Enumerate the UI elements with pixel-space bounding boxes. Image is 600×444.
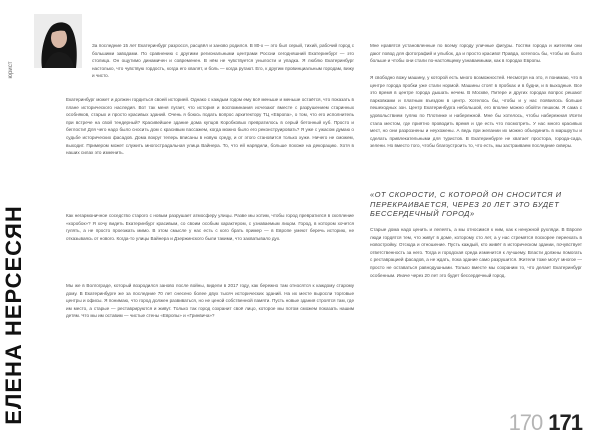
author-role — [4, 50, 18, 90]
left-paragraph-2: Екатеринбург может и должен гордиться своей историей. Однако с каждым годом ему всё меньше и меньше остаётся, что показать в плане исторического наследия. Вот так меня пугает, что история и воспоминания исчезают вместе с разрушением старинных особняков, старых и просто красивых зданий. Очень я боюсь подать вопрос архитектору ТЦ «Европа», о том, что его исполнитель при встрече на свой тендерный? Красивейшее здание дома купцов Коробковых превратилось в серый бетонный куб. Просто и беглости! Для чего надо было сносить дом с красивым пассажем, когда можно было его реконструировать? Я уже с ужасом думаю о судьбе исторических фасадов. Дома вокруг теперь вписаны в новую среду, и от этого становится только хуже. Ничего не сможем, выходит. Примером может служить многострадальная улица Вайнера. То, что ей нарядили, больше похоже на декорацию. Хотя в наших силах это изменить. — [66, 97, 354, 156]
left-paragraph-4: Мы же в Волгограде, который возродился заново после войны, видели в 2017 году, как бережно там относятся к каждому старому дому. В Екатеринбурге же за последние 70 лет снесено более двух тысяч исторических зданий. На их месте выросли торговые центры и офисы. Я понимаю, что город должен развиваться, но не ценой собственной памяти. Пусть новые здания строятся там, где им место, а старые — реставрируются и живут. Только так город сохранит своё лицо, которое мы потом сможем показать нашим детям. Что мы им оставим — чистые стены «Европы» и «Гринвича»? — [66, 283, 354, 319]
page-numbers — [509, 410, 582, 436]
pull-quote: «ОТ СКОРОСТИ, С КОТОРОЙ ОН СНОСИТСЯ И ПЕРЕКРАИВАЕТСЯ, ЧЕРЕЗ 20 ЛЕТ ЭТО БУДЕТ БЕССЕРДЕЧНЫЙ ГОРОД» — [370, 190, 562, 218]
author-name — [0, 190, 28, 440]
right-paragraph-3: Старые дома надо ценить и лелеять, а мы относимся к ним, как к ненужной рухляди. В Европе люди гордятся тем, что живут в доме, которому сто лет, а у нас стремятся поскорее переехать в новостройку. Отсюда и отношение. Пусть каждый, кто живёт в историческом здании, почувствует ответственность за него. Тогда и городская среда изменится к лучшему. Власти должны помогать с реставрацией фасадов, а не ждать, пока здание само разрушится. Жители тоже могут многое — просто не оставаться равнодушными. Только вместе мы сохраним то, что делает Екатеринбург особенным. Иначе через 20 лет это будет бессердечный город. — [370, 227, 582, 278]
author-portrait-icon — [34, 14, 82, 68]
author-role-text: юрист — [8, 61, 14, 79]
right-paragraph-1: Мне нравятся установленные по всему городу уличные фигуры. Гостям города и жителям они дают повод для фотографий и улыбок, да и просто красиво! Правда, хотелось бы, чтобы их было больше и чтобы они стали по-настоящему узнаваемыми, как в городах Европы. — [370, 43, 582, 64]
author-photo — [34, 14, 82, 68]
left-paragraph-3: Как негармоничное соседство старого с новым разрушает атмосферу улицы. Разве мы хотим, чтобы город превратился в скопление «коробок»? Я хочу видеть Екатеринбург красивым, со своим особым характером, с узнаваемым лицом. Город, в котором хочется гулять, а не просто проезжать мимо. В этом смысле у нас есть с кого брать пример — в Европе умеют беречь историю, не отказываясь от нового. Когда-то улицы Вайнера и Дзержинского были такими, что захватывало дух. — [66, 213, 354, 241]
author-name-text: ЕЛЕНА НЕРСЕСЯН — [1, 205, 26, 425]
page-number-left: 170 — [508, 410, 543, 435]
page-number-right: 171 — [548, 410, 582, 435]
right-paragraph-2: Я свободно вожу машину, у которой есть много возможностей. Несмотря на это, я понимаю, что в центре города пробки уже стали нормой. Машины стоят в пробках и в будни, и в выходные. Все это время в центре города дышать нечем. В Москве, Питере и других городах вопрос решают парковками и платным въездом в центр. Хотелось бы, чтобы и у нас появилось больше пешеходных зон. Центр Екатеринбурга небольшой, его вполне можно обойти пешком. Я сама с удовольствием гуляю по Плотинке и набережной. Мне бы хотелось, чтобы набережная Исети стала местом, где приятно проводить время и где есть что посмотреть. У нас много красивых мест, но они разрознены и неухожены. А ведь при желании их можно объединить в маршруты и сделать привлекательными для туристов. В Екатеринбурге не хватает простора, города-сада, зелени. Но вместо того, чтобы благоустроить то, что есть, мы застраиваем последние скверы. — [370, 75, 582, 149]
left-paragraph-1: За последние 15 лет Екатеринбург разросся, расцвёл и заново родился. В 80-х — это был серый, тихий, рабочий город с большими заводами. По сравнению с другими региональными центрами России сегодняшний Екатеринбург — это столица. Он ощутимо динамичен и современен. В нём не чувствуется унылости и упадка. Я люблю Екатеринбург настолько, что чувствую гордость, когда его хвалят, и боль — когда ругают. Его, к другим провинциальным городам, вижу и чисто. — [92, 43, 354, 79]
